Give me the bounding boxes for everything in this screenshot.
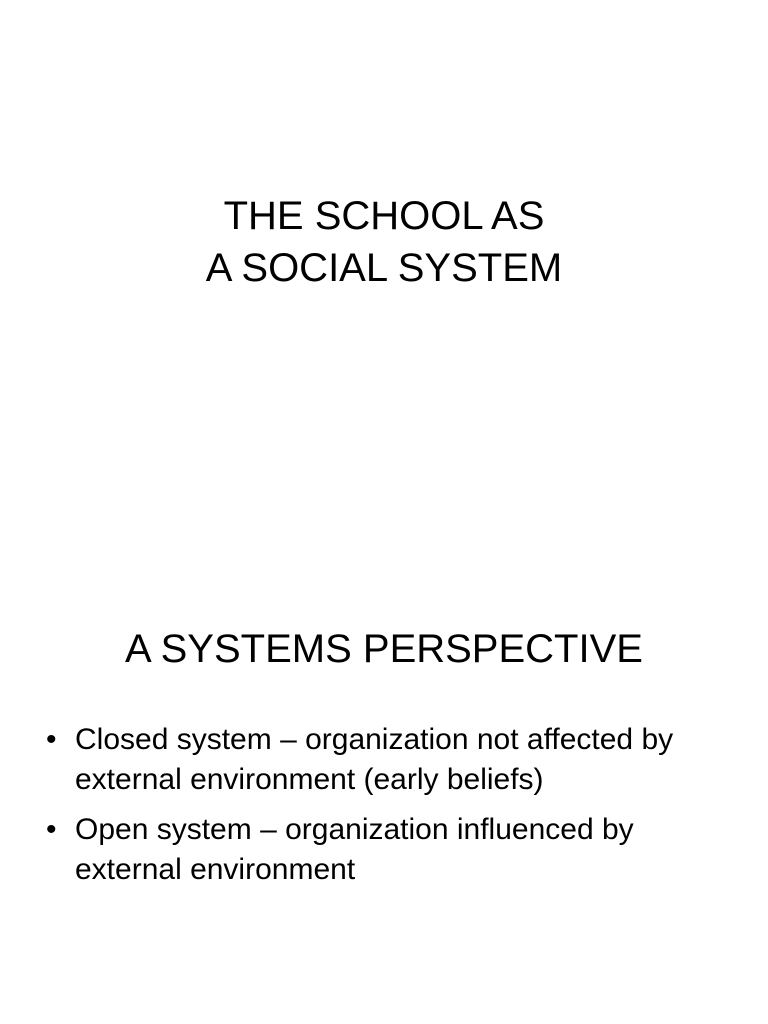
title-line: THE SCHOOL AS: [223, 194, 545, 238]
slide-title: A SYSTEMS PERSPECTIVE: [125, 627, 643, 671]
bullet-list: [46, 720, 736, 900]
slide-2: [0, 512, 768, 1024]
slide-title: [0, 190, 768, 294]
bullet-icon: •: [46, 723, 57, 756]
title-line: A SOCIAL SYSTEM: [205, 246, 563, 290]
bullet-text: Open system – organization influenced by external environment: [75, 813, 634, 886]
bullet-icon: •: [46, 813, 57, 846]
list-item: [46, 810, 736, 890]
list-item: [46, 720, 736, 800]
bullet-text: Closed system – organization not affected by external environment (early beliefs): [75, 723, 674, 796]
